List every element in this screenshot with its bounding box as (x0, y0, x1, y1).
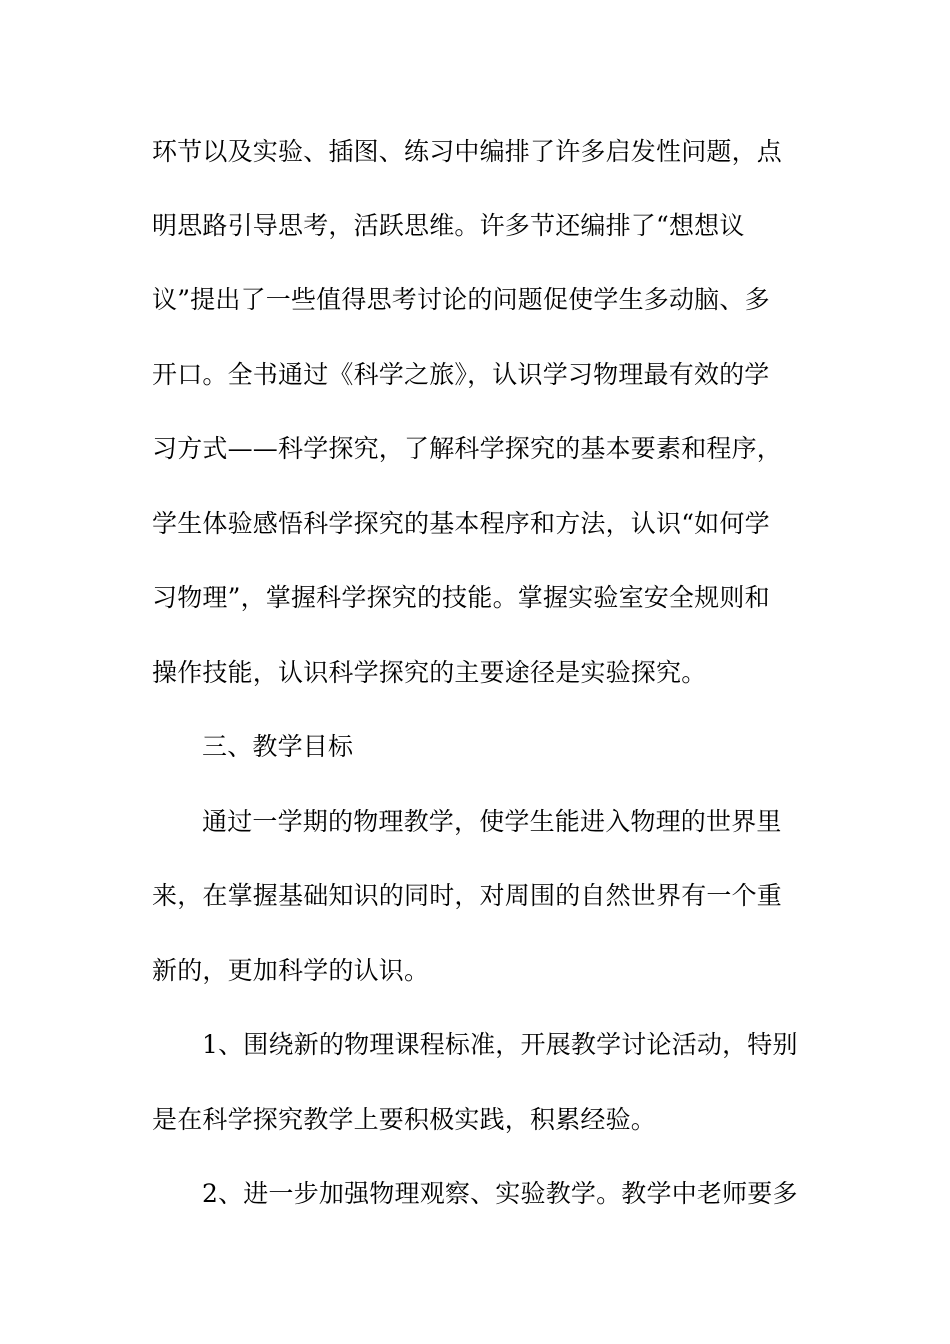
paragraph-line: 新的，更加科学的认识。 (152, 956, 430, 985)
paragraph-line: 议”提出了一些值得思考讨论的问题促使学生多动脑、多 (152, 285, 770, 314)
section-heading: 三、教学目标 (202, 732, 354, 761)
list-item-line: 是在科学探究教学上要积极实践，积累经验。 (152, 1105, 657, 1134)
paragraph-line: 环节以及实验、插图、练习中编排了许多启发性问题，点 (152, 137, 783, 166)
paragraph-line: 学生体验感悟科学探究的基本程序和方法，认识“如何学 (152, 509, 770, 538)
paragraph-line: 通过一学期的物理教学，使学生能进入物理的世界里 (202, 807, 782, 836)
paragraph-line: 习物理”，掌握科学探究的技能。掌握实验室安全规则和 (152, 583, 770, 612)
paragraph-line: 明思路引导思考，活跃思维。许多节还编排了“想想议 (152, 211, 745, 240)
paragraph-line: 开口。全书通过《科学之旅》，认识学习物理最有效的学 (152, 360, 770, 389)
paragraph-line: 来，在掌握基础知识的同时，对周围的自然世界有一个重 (152, 881, 783, 910)
list-item-line: 2、进一步加强物理观察、实验教学。教学中老师要多 (202, 1179, 798, 1208)
paragraph-line: 习方式——科学探究，了解科学探究的基本要素和程序， (152, 434, 783, 463)
paragraph-line: 操作技能，认识科学探究的主要途径是实验探究。 (152, 658, 707, 687)
list-item-line: 1、围绕新的物理课程标准，开展教学讨论活动，特别 (202, 1030, 798, 1059)
